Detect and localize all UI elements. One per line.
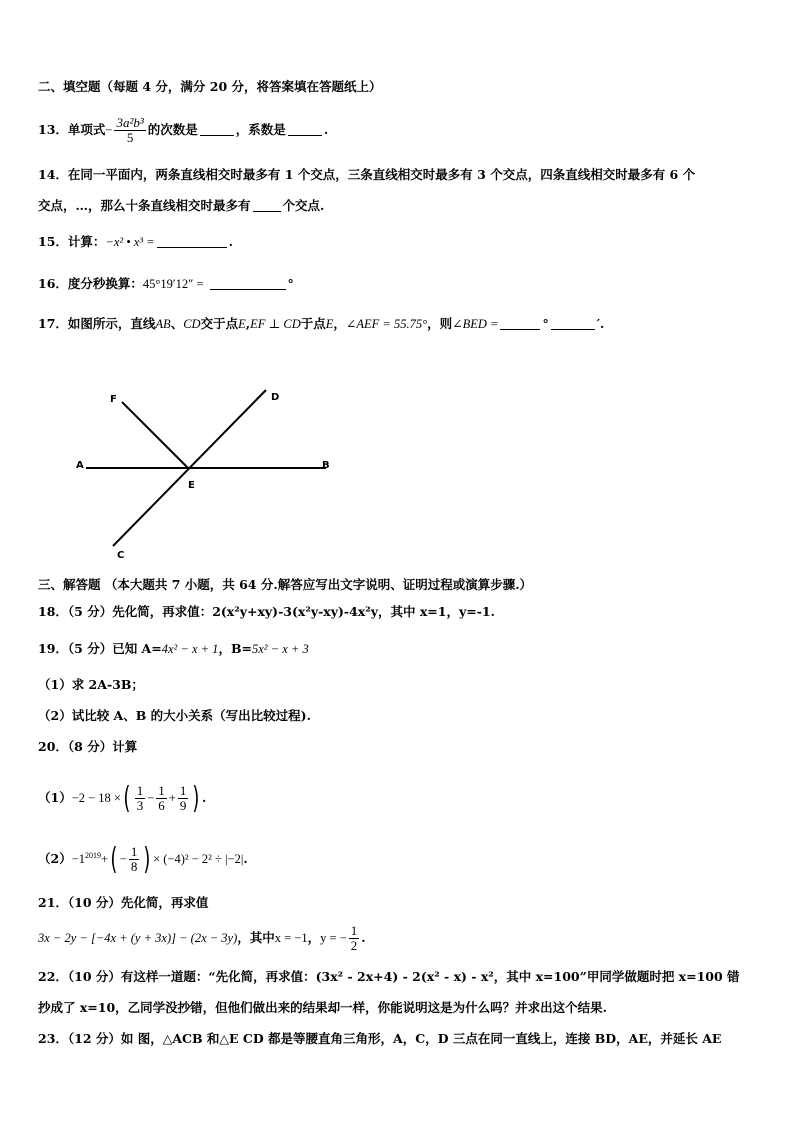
q20-frac-2	[156, 784, 167, 813]
q20-p2-rparen: )	[143, 841, 151, 877]
q17-line-ab: AB	[155, 317, 171, 331]
q16-end: °	[287, 276, 294, 291]
q20-p1-expr: −2 − 18 ×	[71, 791, 121, 805]
q17-deg: °	[542, 316, 549, 331]
q13-pre: 单项式	[67, 122, 106, 137]
q20-p2-frac-den: 8	[130, 859, 138, 874]
q17-blank-min[interactable]	[551, 316, 595, 330]
label-e: E	[188, 480, 195, 491]
q20-p2-lparen: (	[110, 841, 118, 877]
q17-t3: 于点	[300, 316, 326, 331]
question-21-heading: 21．（10 分）先化简，再求值	[38, 895, 209, 910]
q19-expr-b: 5x² − x + 3	[251, 642, 309, 656]
q21-t2: ，	[307, 930, 321, 945]
q20-p2-frac-num: 1	[130, 844, 138, 859]
q17-t5: ，则	[427, 316, 453, 331]
q21-x-value: x = −1	[274, 931, 308, 945]
question-19-part-2: （2）试比较 A、B 的大小关系（写出比较过程).	[38, 708, 311, 723]
q17-point-e1: E	[238, 317, 246, 331]
q21-y-frac-num: 1	[350, 923, 358, 938]
q20-p2-neg: −	[119, 852, 127, 866]
q19-pre: 19．（5 分）已知 A=	[38, 641, 162, 656]
q19-mid: ，B=	[218, 641, 252, 656]
q21-end: .	[361, 930, 366, 945]
q20-frac-3	[178, 784, 189, 813]
q21-y-value: y = −	[320, 931, 347, 945]
section-3-heading: 三、解答题 （本大题共 7 小题，共 64 分.解答应写出文字说明、证明过程或演算步骤.）	[38, 577, 533, 592]
q20-p1-pre: （1）	[38, 790, 72, 805]
q17-angle-aef: ∠AEF = 55.75°	[345, 317, 428, 331]
q20-f2-den: 6	[158, 798, 165, 813]
label-d: D	[271, 392, 280, 403]
question-19	[38, 640, 309, 658]
q13-blank-2[interactable]	[288, 122, 322, 136]
q13-neg: −	[105, 123, 113, 137]
question-21-expression	[38, 924, 366, 953]
question-22-line-2: 抄成了 x=10，乙同学没抄错，但他们做出来的结果却一样，你能说明这是为什么吗？并求出这个结果.	[38, 1000, 608, 1015]
label-f: F	[110, 394, 117, 405]
q13-blank-1[interactable]	[200, 122, 234, 136]
q20-p2-base: −1	[71, 852, 86, 866]
question-20-part-1	[38, 780, 207, 816]
q16-expr: 45°19′12″ =	[142, 277, 204, 291]
label-c: C	[117, 550, 125, 561]
q20-frac-1	[135, 784, 146, 813]
q17-point-e2: E	[325, 317, 334, 331]
q20-minus: −	[147, 791, 155, 805]
q20-f3-den: 9	[179, 798, 187, 813]
q17-t2: ,	[245, 316, 251, 331]
geometry-figure	[70, 380, 350, 570]
question-14-line-1: 14．在同一平面内，两条直线相交时最多有 1 个交点，三条直线相交时最多有 3 个交点，四条直线相交时最多有 6 个	[38, 167, 696, 182]
q17-min: ′	[596, 316, 601, 331]
question-17	[38, 315, 604, 333]
question-20-part-2	[38, 841, 248, 877]
q16-pre: 16．度分秒换算：	[38, 276, 143, 291]
q13-frac-den: 5	[126, 130, 134, 145]
q20-f3-num: 1	[179, 783, 187, 798]
q21-t1: ，其中	[237, 930, 275, 945]
question-18: 18．（5 分）先化简，再求值：2(x²y+xy)-3(x²y-xy)-4x²y，其中 x=1，y=-1.	[38, 604, 495, 619]
label-a: A	[76, 460, 84, 471]
q20-p2-exp: 2019	[85, 850, 102, 860]
q20-p2-end: .	[243, 851, 248, 866]
q16-blank[interactable]	[210, 276, 286, 290]
q20-p2-expr: × (−4)² − 2² ÷ |−2|	[153, 852, 244, 866]
q15-blank[interactable]	[157, 234, 227, 248]
q21-expr: 3x − 2y − [−4x + (y + 3x)] − (2x − 3y)	[38, 931, 238, 945]
q14-line2b: 个交点.	[282, 198, 325, 213]
q15-pre: 15．计算：	[38, 234, 106, 249]
q19-expr-a: 4x² − x + 1	[161, 642, 219, 656]
q20-p1-lparen: (	[123, 780, 131, 816]
q17-sep: 、	[170, 316, 184, 331]
q20-p1-rparen: )	[192, 780, 200, 816]
q17-blank-deg[interactable]	[500, 316, 540, 330]
question-16	[38, 275, 294, 293]
q21-y-frac	[349, 924, 360, 953]
question-20-heading: 20．（8 分）计算	[38, 739, 138, 754]
q20-p2-plus: +	[101, 852, 109, 866]
q17-line-cd: CD	[183, 317, 201, 331]
question-14-line-2	[38, 197, 324, 215]
q14-line2a: 交点，…，那么十条直线相交时最多有	[38, 198, 251, 213]
question-15	[38, 233, 233, 251]
q17-ef-perp: EF ⊥ CD	[250, 317, 301, 331]
q13-mid2: ，系数是	[235, 122, 286, 137]
q17-pre: 17．如图所示，直线	[38, 316, 156, 331]
q20-p2-pre: （2）	[38, 851, 72, 866]
q20-f1-num: 1	[136, 783, 144, 798]
q20-f1-den: 3	[136, 798, 144, 813]
q21-y-frac-den: 2	[350, 938, 358, 953]
q17-t4: ，	[333, 316, 346, 331]
question-19-part-1: （1）求 2A-3B；	[38, 677, 144, 692]
label-b: B	[322, 460, 330, 471]
question-13	[38, 116, 328, 145]
line-ef	[122, 402, 188, 468]
q13-mid: 的次数是	[147, 122, 198, 137]
q13-fraction	[114, 116, 145, 145]
question-22-line-1: 22．（10 分）有这样一道题：“先化简，再求值：(3x² - 2x+4) - 2(x² - x) - x²，其中 x=100”甲同学做题时把 x=100 错	[38, 969, 740, 984]
q20-p2-frac	[129, 845, 140, 874]
q15-end: .	[228, 234, 233, 249]
section-2-heading: 二、填空题（每题 4 分，满分 20 分，将答案填在答题纸上）	[38, 79, 382, 94]
q20-plus: +	[168, 791, 176, 805]
q13-end: .	[323, 122, 329, 137]
q14-blank[interactable]	[253, 198, 281, 212]
question-23: 23．（12 分）如 图，△ACB 和△E CD 都是等腰直角三角形，A，C，D 三点在同一直线上，连接 BD，AE，并延长 AE	[38, 1031, 722, 1046]
q20-p1-end: .	[202, 790, 207, 805]
q13-number: 13．	[38, 122, 68, 137]
q20-f2-num: 1	[158, 783, 165, 798]
q13-frac-num: 3a²b³	[116, 115, 144, 130]
q17-end: .	[600, 316, 605, 331]
q15-expr: −x² • x³ =	[105, 235, 155, 249]
q17-t1: 交于点	[200, 316, 239, 331]
q17-angle-bed: ∠BED =	[452, 317, 499, 331]
